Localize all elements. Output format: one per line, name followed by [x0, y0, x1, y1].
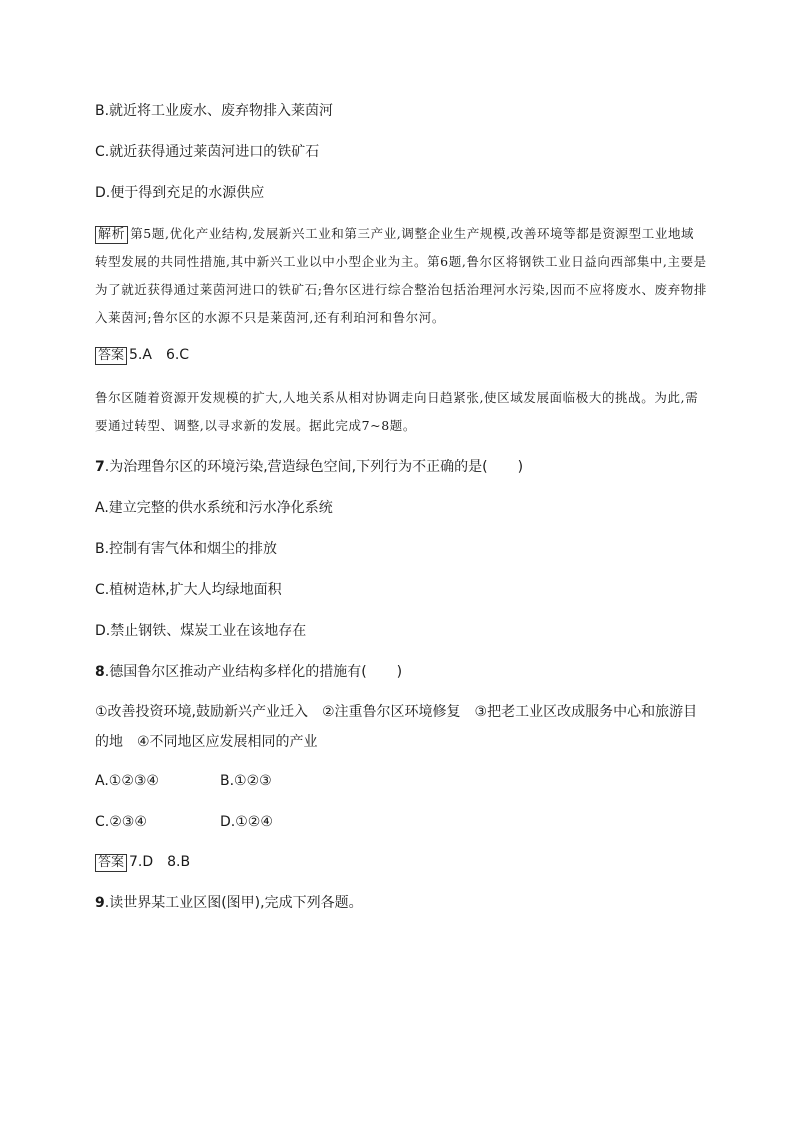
answer-block-2 — [95, 852, 190, 872]
q8-items: ①改善投资环境,鼓励新兴产业迁入 ②注重鲁尔区环境修复 ③把老工业区改成服务中心和旅游目的地 ④不同地区应发展相同的产业 — [95, 704, 698, 750]
question-9-stem — [95, 893, 363, 913]
q7-option-d: D.禁止钢铁、煤炭工业在该地存在 — [95, 623, 307, 639]
answer-text: 5.A 6.C — [129, 347, 190, 363]
question-text: .读世界某工业区图(图甲),完成下列各题。 — [104, 895, 363, 911]
q6-option-c: C.就近获得通过莱茵河进口的铁矿石 — [95, 144, 320, 160]
answer-tag: 答案 — [95, 347, 127, 365]
q8-option-c: C.②③④ — [95, 814, 147, 830]
question-text: .德国鲁尔区推动产业结构多样化的措施有( — [104, 664, 367, 680]
question-number: 7 — [95, 459, 105, 475]
q6-option-d: D.便于得到充足的水源供应 — [95, 185, 265, 201]
q8-option-b: B.①②③ — [220, 773, 272, 789]
q7-option-b: B.控制有害气体和烟尘的排放 — [95, 541, 278, 557]
analysis-text: 第5题,优化产业结构,发展新兴工业和第三产业,调整企业生产规模,改善环境等都是资源型工业地域转型发展的共同性措施,其中新兴工业以中小型企业为主。第6题,鲁尔区将钢铁工业日益向西部集中,主要是为了就近获得通过莱茵河进口的铁矿石;鲁尔区进行综合整治包括治理河水污染,因而不应将废水、废弃物排入莱茵河;鲁尔区的水源不只是莱茵河,还有利珀河和鲁尔河。 — [95, 226, 707, 325]
material-paragraph: 鲁尔区随着资源开发规模的扩大,人地关系从相对协调走向日趋紧张,使区域发展面临极大的挑战。为此,需要通过转型、调整,以寻求新的发展。据此完成7~8题。 — [95, 390, 699, 433]
q8-option-a: A.①②③④ — [95, 773, 159, 789]
analysis-tag: 解析 — [95, 226, 128, 244]
q7-option-a: A.建立完整的供水系统和污水净化系统 — [95, 500, 333, 516]
answer-text: 7.D 8.B — [129, 854, 191, 870]
q6-option-b: B.就近将工业废水、废弃物排入莱茵河 — [95, 103, 334, 119]
answer-tag: 答案 — [95, 854, 127, 872]
question-7-stem: 7.为治理鲁尔区的环境污染,营造绿色空间,下列行为不正确的是( ) — [95, 459, 524, 475]
question-number: 8 — [95, 664, 105, 680]
question-text: .为治理鲁尔区的环境污染,营造绿色空间,下列行为不正确的是( — [104, 459, 488, 475]
analysis-block-1 — [95, 220, 707, 332]
question-number: 9 — [95, 895, 105, 911]
q8-options-row-2 — [95, 812, 273, 832]
q8-option-d: D.①②④ — [220, 814, 273, 830]
q8-options-row-1 — [95, 771, 272, 791]
question-8-stem: 8.德国鲁尔区推动产业结构多样化的措施有( ) — [95, 664, 403, 680]
answer-block-1 — [95, 345, 189, 365]
q7-option-c: C.植树造林,扩大人均绿地面积 — [95, 582, 282, 598]
